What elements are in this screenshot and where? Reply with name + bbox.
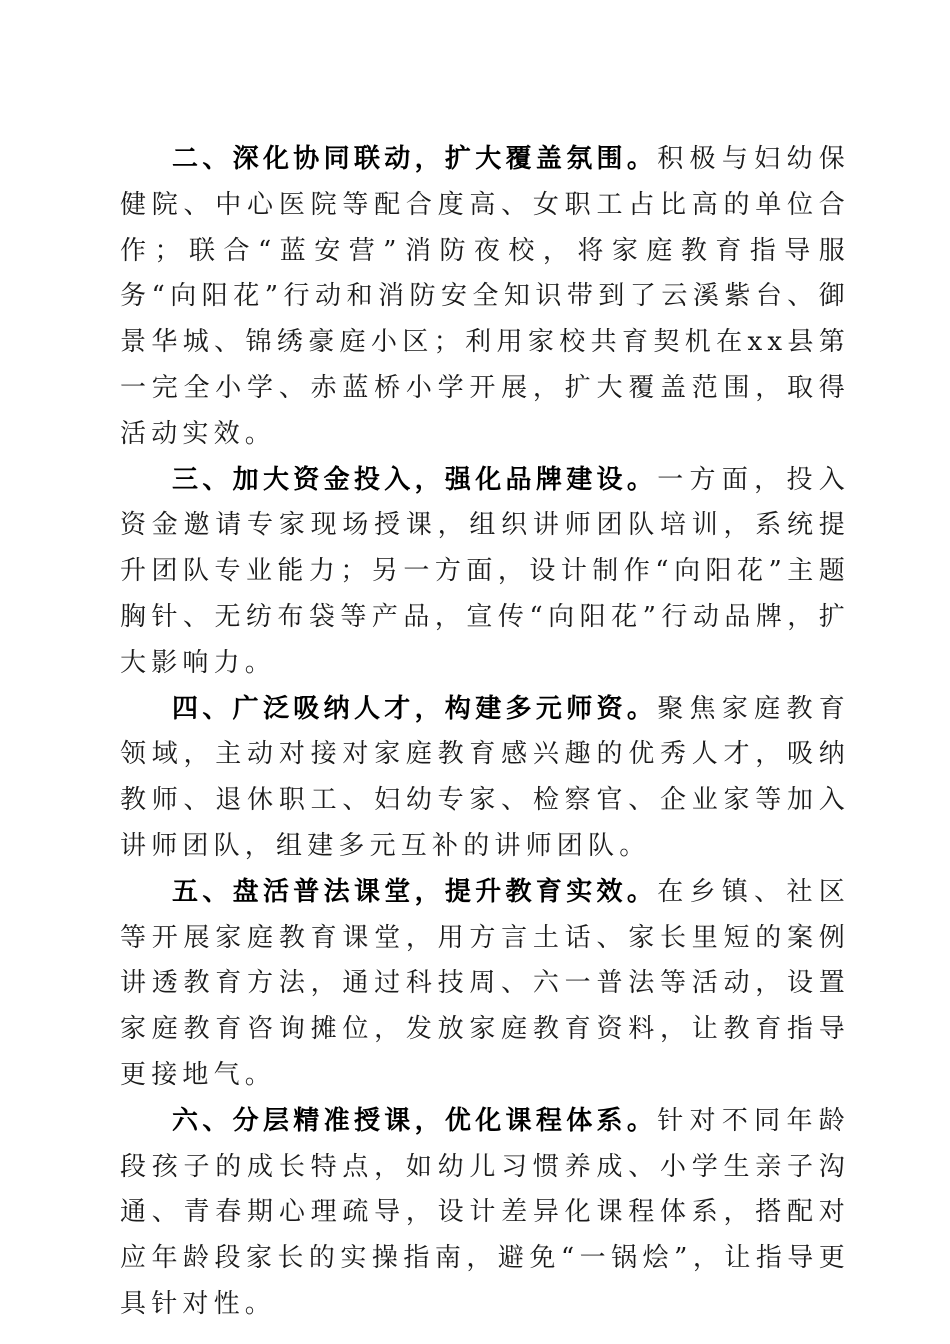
paragraph-heading: 三、加大资金投入，强化品牌建设。 bbox=[172, 464, 658, 495]
paragraph-collaboration bbox=[120, 137, 850, 458]
paragraph-body: 针对不同年龄段孩子的成长特点，如幼儿习惯养成、小学生亲子沟通、青春期心理疏导，设计差异化课程体系，搭配对应年龄段家长的实操指南，避免“一锅烩”，让指导更具针对性。 bbox=[120, 1105, 851, 1319]
document-page bbox=[120, 137, 850, 1328]
paragraph-law-classroom bbox=[120, 870, 850, 1099]
paragraph-funding bbox=[120, 458, 850, 687]
paragraph-body: 在乡镇、社区等开展家庭教育课堂，用方言土话、家长里短的案例讲透教育方法，通过科技周、六一普法等活动，设置家庭教育咨询摊位，发放家庭教育资料，让教育指导更接地气。 bbox=[120, 876, 851, 1090]
paragraph-body: 一方面，投入资金邀请专家现场授课，组织讲师团队培训，系统提升团队专业能力；另一方面，设计制作“向阳花”主题胸针、无纺布袋等产品，宣传“向阳花”行动品牌，扩大影响力。 bbox=[120, 464, 851, 678]
paragraph-talent bbox=[120, 687, 850, 870]
paragraph-heading: 五、盘活普法课堂，提升教育实效。 bbox=[172, 876, 658, 907]
paragraph-curriculum bbox=[120, 1099, 850, 1328]
paragraph-heading: 二、深化协同联动，扩大覆盖氛围。 bbox=[172, 144, 658, 174]
paragraph-heading: 六、分层精准授课，优化课程体系。 bbox=[172, 1105, 658, 1136]
paragraph-body: 聚焦家庭教育领域，主动对接对家庭教育感兴趣的优秀人才，吸纳教师、退休职工、妇幼专家、检察官、企业家等加入讲师团队，组建多元互补的讲师团队。 bbox=[120, 693, 851, 861]
paragraph-heading: 四、广泛吸纳人才，构建多元师资。 bbox=[172, 693, 658, 724]
paragraph-body: 积极与妇幼保健院、中心医院等配合度高、女职工占比高的单位合作；联合“蓝安营”消防夜校，将家庭教育指导服务“向阳花”行动和消防安全知识带到了云溪紫台、御景华城、锦绣豪庭小区；利用家校共育契机在xx县第一完全小学、赤蓝桥小学开展，扩大覆盖范围，取得活动实效。 bbox=[120, 144, 851, 449]
